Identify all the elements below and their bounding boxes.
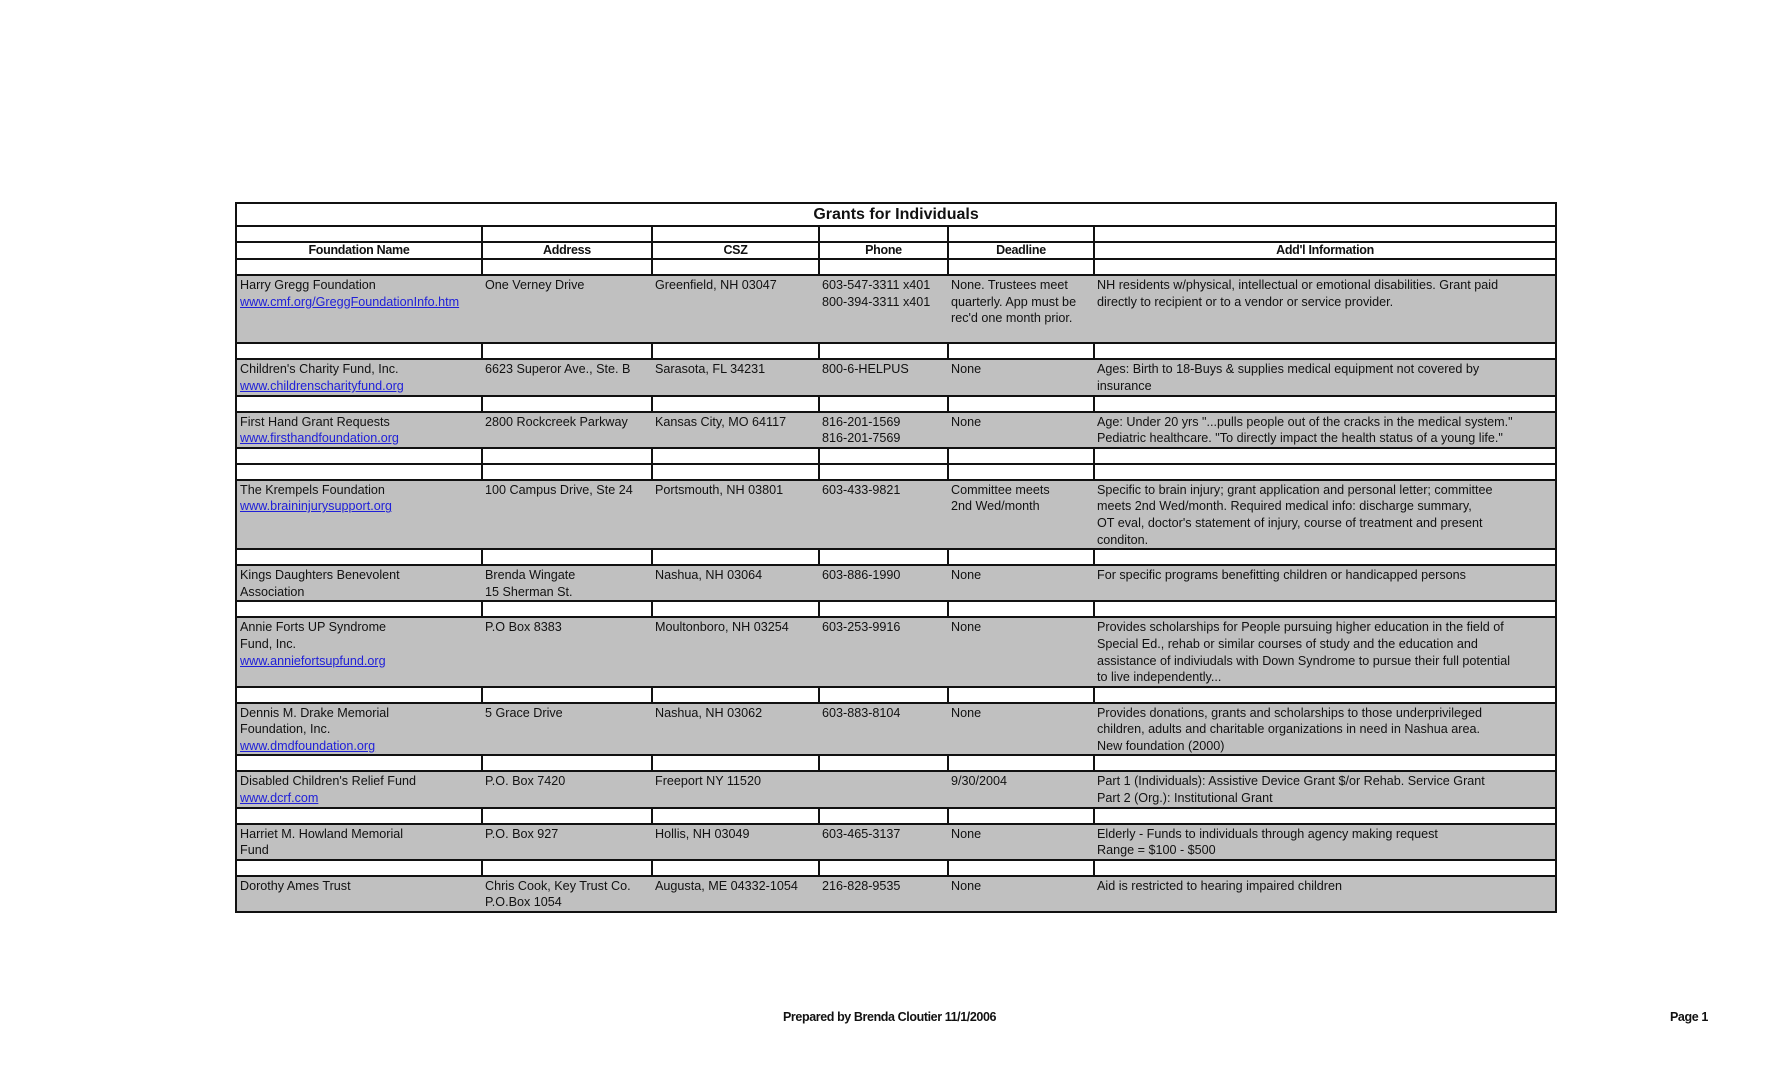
info-text: directly to recipient or to a vendor or service provider.: [1097, 294, 1394, 309]
foundation-website-link[interactable]: www.dmdfoundation.org: [240, 738, 376, 753]
csz-cell: [652, 480, 819, 549]
blank-row: [237, 448, 1555, 464]
foundation-website-link[interactable]: www.childrenscharityfund.org: [240, 378, 404, 393]
address-text: P.O.Box 1054: [485, 895, 562, 910]
table-row: [237, 824, 1555, 860]
foundation-name-cell: [237, 565, 482, 601]
blank-row: [237, 755, 1555, 771]
csz-cell: [652, 617, 819, 686]
foundation-website-link[interactable]: www.cmf.org/GreggFoundationInfo.htm: [240, 294, 460, 309]
deadline-text: None: [951, 620, 982, 635]
info-text: assistance of indiviudals with Down Syndrome to pursue their full potential: [1097, 653, 1511, 668]
csz-text: Greenfield, NH 03047: [655, 278, 777, 292]
info-text: Part 1 (Individuals): Assistive Device Grant $/or Rehab. Service Grant: [1097, 774, 1485, 789]
csz-text: Kansas City, MO 64117: [655, 414, 787, 429]
footer-prepared-by: Prepared by Brenda Cloutier 11/1/2006: [783, 1010, 997, 1024]
foundation-name-cell: [237, 703, 482, 756]
phone-cell: [819, 876, 948, 911]
foundation-name-cell: [237, 275, 482, 343]
phone-text: 603-253-9916: [822, 620, 901, 635]
csz-cell: [652, 824, 819, 860]
csz-text: Nashua, NH 03064: [655, 568, 763, 583]
info-text: Aid is restricted to hearing impaired children: [1097, 878, 1342, 893]
column-header-csz: CSZ: [652, 242, 819, 259]
table-row: [237, 275, 1555, 343]
phone-cell: [819, 275, 948, 343]
address-text: 5 Grace Drive: [485, 705, 563, 720]
table-row: [237, 359, 1555, 395]
deadline-cell: [948, 565, 1094, 601]
csz-text: Augusta, ME 04332-1054: [655, 878, 798, 893]
address-text: Chris Cook, Key Trust Co.: [485, 878, 631, 893]
deadline-text: quarterly. App must be: [951, 294, 1077, 309]
info-text: Ages: Birth to 18-Buys & supplies medical equipment not covered by: [1097, 362, 1480, 377]
address-cell: [482, 617, 652, 686]
blank-row: [237, 860, 1555, 876]
info-text: Special Ed., rehab or similar courses of study and the education and: [1097, 636, 1478, 651]
blank-row: [237, 396, 1555, 412]
table-row: [237, 480, 1555, 549]
deadline-cell: [948, 824, 1094, 860]
address-text: 15 Sherman St.: [485, 584, 573, 599]
deadline-text: rec'd one month prior.: [951, 311, 1073, 326]
info-text: insurance: [1097, 378, 1152, 393]
deadline-text: None: [951, 568, 982, 583]
info-cell: [1094, 275, 1555, 343]
phone-cell: [819, 703, 948, 756]
foundation-name: Foundation, Inc.: [240, 722, 331, 737]
foundation-website-link[interactable]: www.anniefortsupfund.org: [240, 653, 386, 668]
deadline-text: 2nd Wed/month: [951, 499, 1040, 514]
blank-row: [237, 259, 1555, 275]
info-text: Provides scholarships for People pursuing higher education in the field of: [1097, 620, 1504, 635]
info-cell: [1094, 565, 1555, 601]
address-cell: [482, 771, 652, 807]
table-row: [237, 565, 1555, 601]
grants-table: [237, 204, 1555, 911]
deadline-cell: [948, 480, 1094, 549]
address-text: P.O. Box 7420: [485, 774, 566, 789]
foundation-name-cell: [237, 480, 482, 549]
address-cell: [482, 703, 652, 756]
phone-text: 603-883-8104: [822, 705, 901, 720]
foundation-name: Annie Forts UP Syndrome: [240, 620, 387, 635]
csz-text: Sarasota, FL 34231: [655, 362, 766, 377]
deadline-text: 9/30/2004: [951, 774, 1008, 789]
info-cell: [1094, 412, 1555, 448]
foundation-name: Harry Gregg Foundation: [240, 278, 376, 292]
foundation-name: Children's Charity Fund, Inc.: [240, 362, 399, 377]
deadline-cell: [948, 412, 1094, 448]
phone-text: 800-6-HELPUS: [822, 362, 909, 377]
address-text: P.O Box 8383: [485, 620, 562, 635]
header-row: [237, 242, 1555, 259]
address-cell: [482, 565, 652, 601]
column-header-address: Address: [482, 242, 652, 259]
address-text: 100 Campus Drive, Ste 24: [485, 482, 633, 497]
foundation-name-cell: [237, 359, 482, 395]
info-text: Pediatric healthcare. "To directly impact the health status of a young life.": [1097, 431, 1503, 446]
info-cell: [1094, 617, 1555, 686]
table-row: [237, 703, 1555, 756]
blank-row: [237, 601, 1555, 617]
foundation-name: Dorothy Ames Trust: [240, 878, 351, 893]
address-text: Brenda Wingate: [485, 568, 576, 583]
foundation-name: Dennis M. Drake Memorial: [240, 705, 390, 720]
title-row: [237, 204, 1555, 226]
address-text: 6623 Superor Ave., Ste. B: [485, 362, 631, 377]
foundation-name: Fund: [240, 843, 269, 858]
blank-row: [237, 687, 1555, 703]
foundation-name: Fund, Inc.: [240, 636, 297, 651]
phone-cell: [819, 824, 948, 860]
phone-cell: [819, 565, 948, 601]
csz-text: Hollis, NH 03049: [655, 826, 750, 841]
phone-text: 816-201-7569: [822, 431, 901, 446]
address-text: One Verney Drive: [485, 278, 585, 292]
info-text: children, adults and charitable organizations in need in Nashua area.: [1097, 722, 1480, 737]
phone-cell: [819, 771, 948, 807]
table-row: [237, 617, 1555, 686]
info-cell: [1094, 824, 1555, 860]
address-cell: [482, 824, 652, 860]
foundation-name: Harriet M. Howland Memorial: [240, 826, 404, 841]
phone-text: 216-828-9535: [822, 878, 901, 893]
csz-text: Nashua, NH 03062: [655, 705, 763, 720]
info-cell: [1094, 480, 1555, 549]
deadline-text: None: [951, 826, 982, 841]
address-text: 2800 Rockcreek Parkway: [485, 414, 628, 429]
info-cell: [1094, 876, 1555, 911]
deadline-cell: [948, 275, 1094, 343]
deadline-text: None. Trustees meet: [951, 278, 1068, 292]
csz-cell: [652, 703, 819, 756]
address-cell: [482, 876, 652, 911]
blank-row: [237, 343, 1555, 359]
table-title: Grants for Individuals: [237, 204, 1555, 226]
column-header-phone: Phone: [819, 242, 948, 259]
foundation-name-cell: [237, 617, 482, 686]
foundation-website-link[interactable]: www.firsthandfoundation.org: [240, 431, 399, 446]
csz-text: Portsmouth, NH 03801: [655, 482, 784, 497]
blank-row: [237, 464, 1555, 480]
deadline-text: None: [951, 705, 982, 720]
info-text: For specific programs benefitting children or handicapped persons: [1097, 568, 1466, 583]
deadline-cell: [948, 617, 1094, 686]
info-text: Part 2 (Org.): Institutional Grant: [1097, 791, 1273, 806]
address-cell: [482, 480, 652, 549]
csz-cell: [652, 275, 819, 343]
deadline-text: None: [951, 414, 982, 429]
phone-text: 603-433-9821: [822, 482, 901, 497]
info-text: to live independently...: [1097, 670, 1222, 685]
column-header-deadline: Deadline: [948, 242, 1094, 259]
phone-cell: [819, 480, 948, 549]
phone-text: 800-394-3311 x401: [822, 294, 931, 309]
info-text: New foundation (2000): [1097, 738, 1225, 753]
info-text: NH residents w/physical, intellectual or emotional disabilities. Grant paid: [1097, 278, 1499, 292]
deadline-text: Committee meets: [951, 482, 1050, 497]
csz-cell: [652, 771, 819, 807]
phone-cell: [819, 617, 948, 686]
grants-table-sheet: [235, 202, 1557, 913]
address-cell: [482, 275, 652, 343]
foundation-name-cell: [237, 824, 482, 860]
deadline-text: None: [951, 878, 982, 893]
foundation-name: Kings Daughters Benevolent: [240, 568, 400, 583]
foundation-website-link[interactable]: www.braininjurysupport.org: [240, 499, 392, 514]
foundation-name: Disabled Children's Relief Fund: [240, 774, 417, 789]
phone-text: 603-547-3311 x401: [822, 278, 931, 292]
foundation-name: The Krempels Foundation: [240, 482, 385, 497]
phone-cell: [819, 359, 948, 395]
foundation-name-cell: [237, 771, 482, 807]
address-cell: [482, 359, 652, 395]
info-text: conditon.: [1097, 532, 1149, 547]
column-header-foundation-name: Foundation Name: [237, 242, 482, 259]
info-text: meets 2nd Wed/month. Required medical info: discharge summary,: [1097, 499, 1472, 514]
table-row: [237, 876, 1555, 911]
info-text: Range = $100 - $500: [1097, 843, 1216, 858]
info-text: Provides donations, grants and scholarships to those underprivileged: [1097, 705, 1483, 720]
foundation-website-link[interactable]: www.dcrf.com: [240, 791, 319, 806]
info-text: Specific to brain injury; grant application and personal letter; committee: [1097, 482, 1493, 497]
deadline-cell: [948, 359, 1094, 395]
blank-row: [237, 808, 1555, 824]
phone-text: 816-201-1569: [822, 414, 901, 429]
info-cell: [1094, 771, 1555, 807]
address-cell: [482, 412, 652, 448]
foundation-name-cell: [237, 412, 482, 448]
info-text: Age: Under 20 yrs "...pulls people out of the cracks in the medical system.": [1097, 414, 1513, 429]
deadline-cell: [948, 771, 1094, 807]
info-cell: [1094, 703, 1555, 756]
phone-cell: [819, 412, 948, 448]
deadline-cell: [948, 876, 1094, 911]
csz-cell: [652, 876, 819, 911]
phone-text: 603-465-3137: [822, 826, 901, 841]
foundation-name-cell: [237, 876, 482, 911]
info-text: OT eval, doctor's statement of injury, course of treatment and present: [1097, 515, 1483, 530]
table-row: [237, 771, 1555, 807]
blank-row: [237, 226, 1555, 242]
csz-cell: [652, 565, 819, 601]
table-row: [237, 412, 1555, 448]
phone-text: 603-886-1990: [822, 568, 901, 583]
address-text: P.O. Box 927: [485, 826, 559, 841]
deadline-cell: [948, 703, 1094, 756]
foundation-name: Association: [240, 584, 305, 599]
blank-row: [237, 549, 1555, 565]
csz-text: Moultonboro, NH 03254: [655, 620, 789, 635]
csz-cell: [652, 412, 819, 448]
info-cell: [1094, 359, 1555, 395]
info-text: Elderly - Funds to individuals through agency making request: [1097, 826, 1438, 841]
csz-text: Freeport NY 11520: [655, 774, 761, 789]
csz-cell: [652, 359, 819, 395]
deadline-text: None: [951, 362, 982, 377]
foundation-name: First Hand Grant Requests: [240, 414, 390, 429]
footer-page-number: Page 1: [1670, 1010, 1708, 1024]
column-header-addl-information: Add'l Information: [1094, 242, 1555, 259]
